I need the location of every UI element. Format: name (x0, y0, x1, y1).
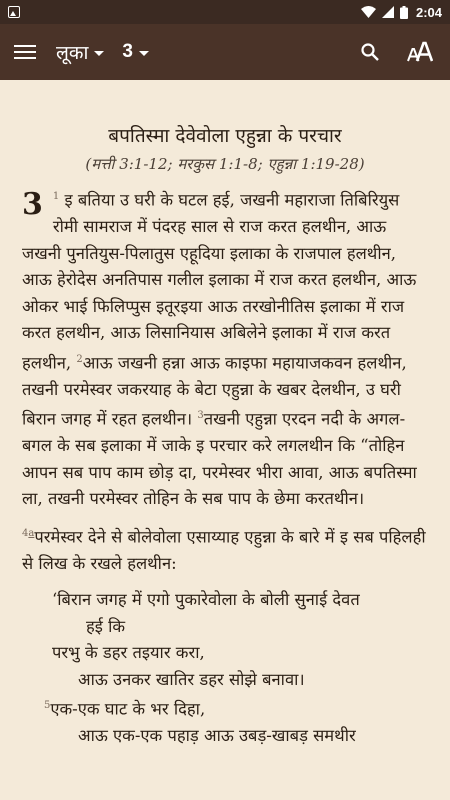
poetry-line (22, 693, 428, 723)
cross-reference: (मत्ती 3:1-12; मरकुस 1:1-8; एहुन्ना 1:19-28) (85, 155, 365, 173)
chapter-number-label: 3 (122, 41, 133, 62)
poetry-line: आऊ उनकर खातिर डहर सोझे बनावा। (78, 669, 305, 689)
book-selector[interactable] (56, 39, 104, 65)
book-name: लूका (56, 43, 89, 64)
search-icon (360, 42, 380, 62)
cell-signal-icon (382, 6, 394, 18)
footnote-marker[interactable]: a (28, 527, 35, 539)
verse-number: 4 (22, 527, 29, 539)
chapter-number: 3 (22, 187, 43, 222)
menu-icon[interactable] (14, 41, 36, 63)
verse-text: आऊ जखनी हन्ना आऊ काइफा महायाजकवन हलथीन, तखनी परमेस्वर जकरयाह के बेटा एहुन्ना के खबर देलथीन, उ घरी बिरान जगह में रहत हलथीन। (22, 353, 407, 429)
section-heading: बपतिस्मा देवेवोला एहुन्ना के परचार (108, 125, 342, 147)
verse-number: 1 (52, 191, 60, 202)
poetry-line: हई कि (86, 616, 126, 636)
paragraph (22, 521, 428, 578)
verse-text: इ बतिया उ घरी के घटल हई, जखनी महाराजा तिबिरियुस रोमी सामराज में पंदरह साल से राज करत हलथीन, आऊ जखनी पुनतियुस-पिलातुस एहूदिया इलाका के राजपाल हलथीन, आऊ हेरोदेस अनतिपास गलील इलाका में राज करत हलथीन, आऊ ओकर भाई फिलिप्पुस इतूरइया आऊ तरखोनीतिस इलाका में राज करत हलथीन, आऊ लिसानियास अबिलेने इलाका में राज करत हलथीन, (22, 190, 417, 372)
paragraph (22, 184, 428, 513)
poetry-line: ‘बिरान जगह में एगो पुकारेवोला के बोली सुनाई देवत (52, 590, 360, 609)
gallery-notification-icon (8, 6, 20, 18)
chapter-selector[interactable] (122, 41, 149, 63)
verse-text: एक-एक घाट के भर दिहा, (50, 699, 206, 719)
verse-number: 5 (44, 700, 51, 711)
chevron-down-icon (139, 51, 149, 56)
poetry-line: आऊ एक-एक पहाड़ आऊ उबड़-खाबड़ समथीर (78, 726, 356, 745)
text-size-icon (407, 41, 433, 63)
search-button[interactable] (352, 34, 388, 70)
text-size-button[interactable] (402, 34, 438, 70)
poetry-line: परभु के डहर तइयार करा, (52, 643, 205, 662)
wifi-icon (361, 6, 376, 18)
status-bar (0, 0, 450, 24)
verse-text: परमेस्वर देने से बोलेवोला एसाय्याह एहुन्ना के बारे में इ सब पहिलही से लिख के रखले हलथीन: (22, 527, 426, 573)
verse-number: 3 (197, 410, 204, 421)
app-toolbar (0, 24, 450, 80)
battery-icon (400, 6, 408, 19)
verse-text: तखनी एहुन्ना एरदन नदी के अगल-बगल के सब इलाका में जाके इ परचार करे लगलथीन कि “तोहिन आपन सब पाप काम छोड़ दा, परमेस्वर भीरा आवा, आऊ बपतिस्मा ला, तखनी परमेस्वर तोहिन के सब पाप के छेमा करतथीन। (22, 409, 417, 508)
verse-number: 2 (76, 353, 83, 365)
clock-time: 2:04 (415, 4, 442, 20)
chevron-down-icon (94, 51, 104, 56)
poetry-block (22, 587, 428, 750)
chapter-content (0, 122, 450, 750)
